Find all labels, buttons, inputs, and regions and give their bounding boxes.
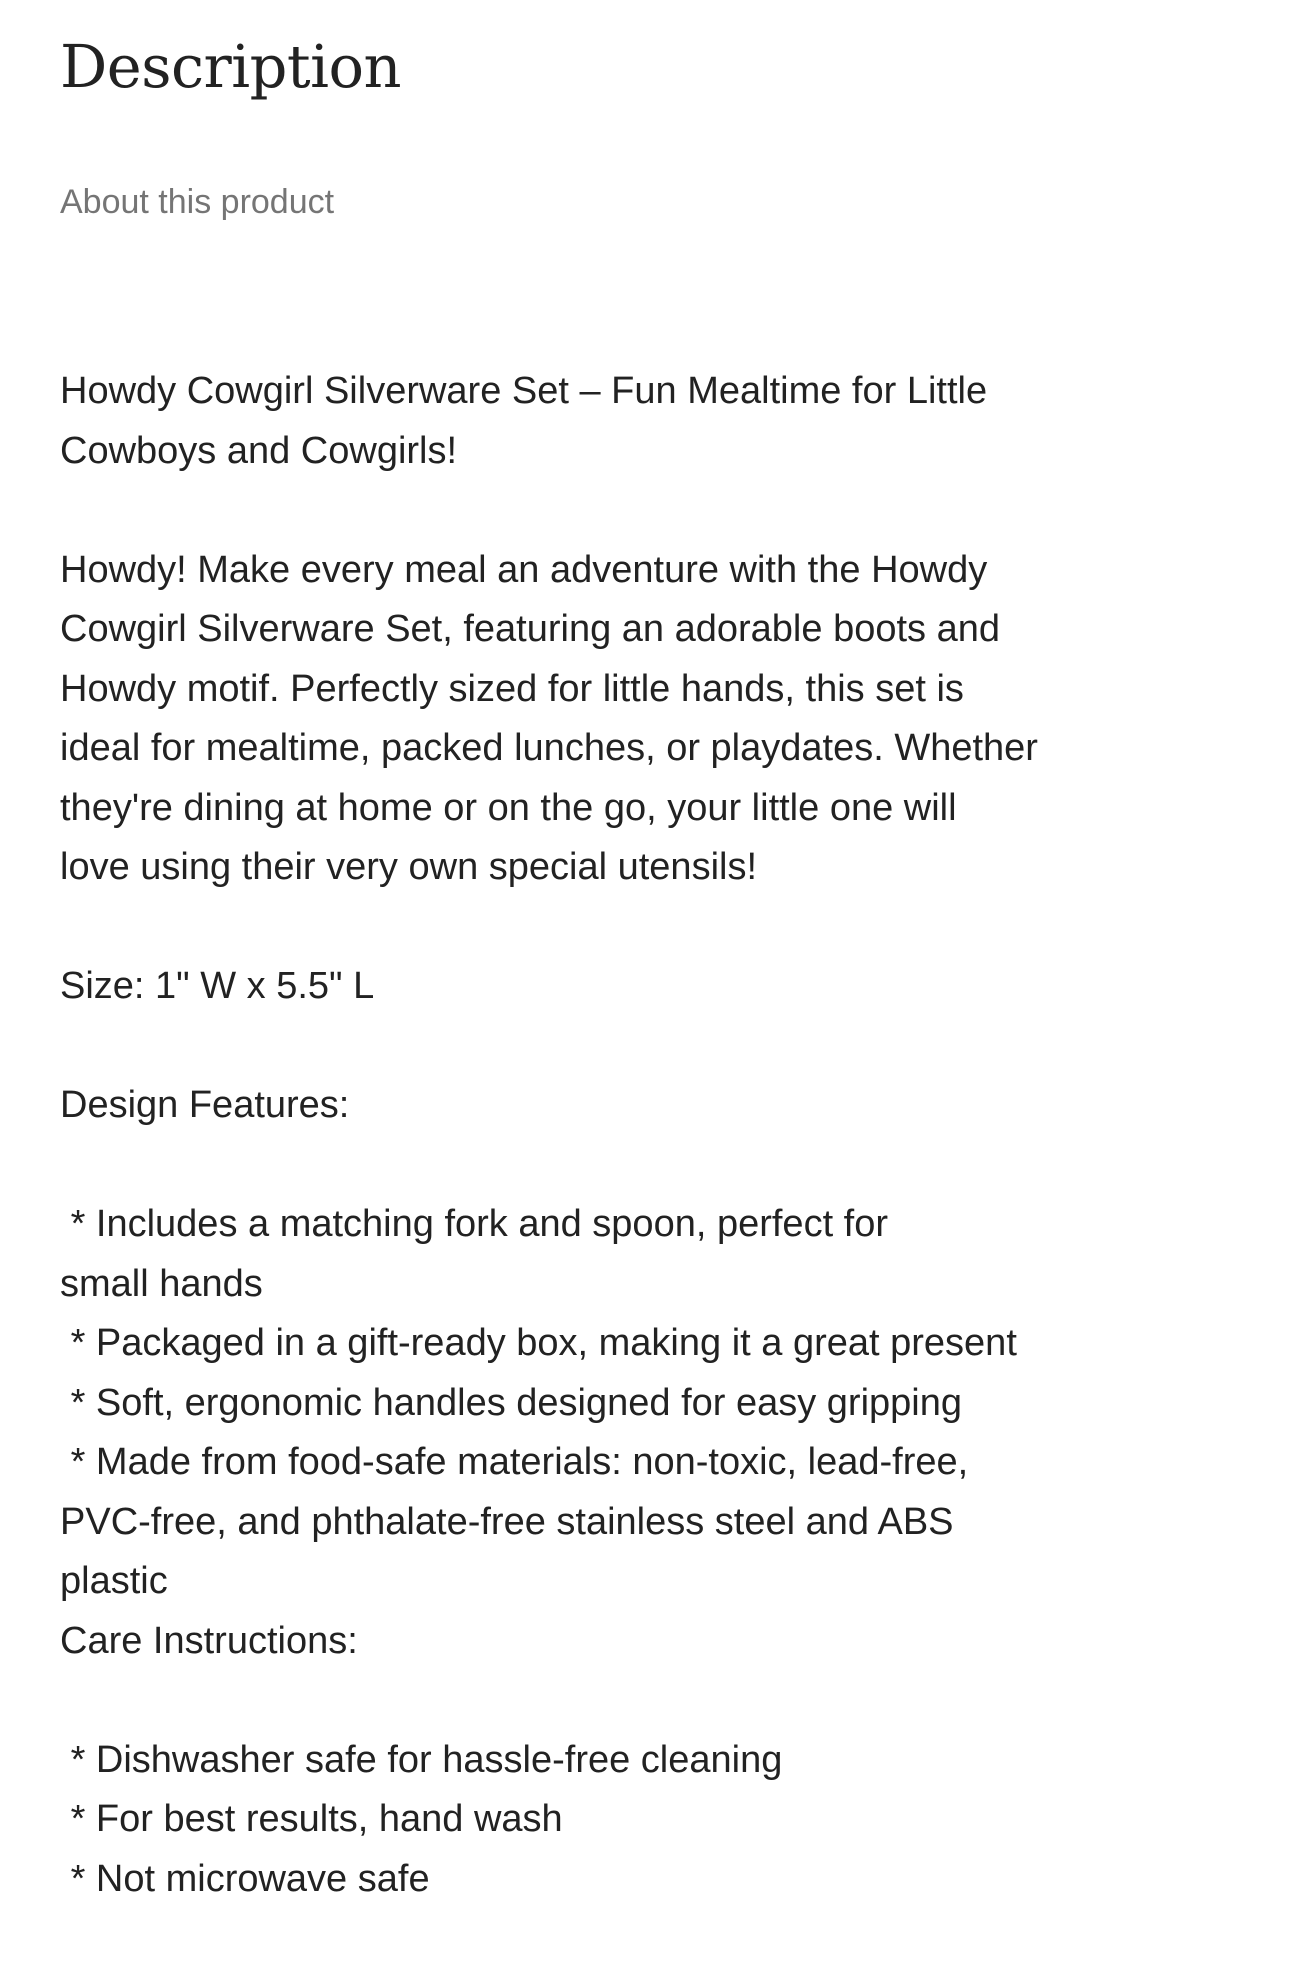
description-heading: Description — [60, 32, 401, 101]
about-product-subtitle: About this product — [60, 183, 335, 221]
description-body-text: Howdy Cowgirl Silverware Set – Fun Mealtime for Little Cowboys and Cowgirls! Howdy! Make every meal an adventure with the Howdy Cowgirl Silverware Set, featuring an adorable boots and Howdy motif. Perfectly sized for little hands, this set is ideal for mealtime, packed lunches, or playdates. Whether they're dining at home or on the go, your little one will love using their very own special utensils! Size: 1" W x 5.5" L Design Features: * Includes a matching fork and spoon, perfect for small hands * Packaged in a gift-ready box, making it a great present * Soft, ergonomic handles designed for easy gripping * Made from food-safe materials: non-toxic, lead-free, PVC-free, and phthalate-free stainless steel and ABS plastic Care Instructions: * Dishwasher safe for hassle-free cleaning * For best results, hand wash * Not microwave safe — [60, 370, 1038, 1900]
